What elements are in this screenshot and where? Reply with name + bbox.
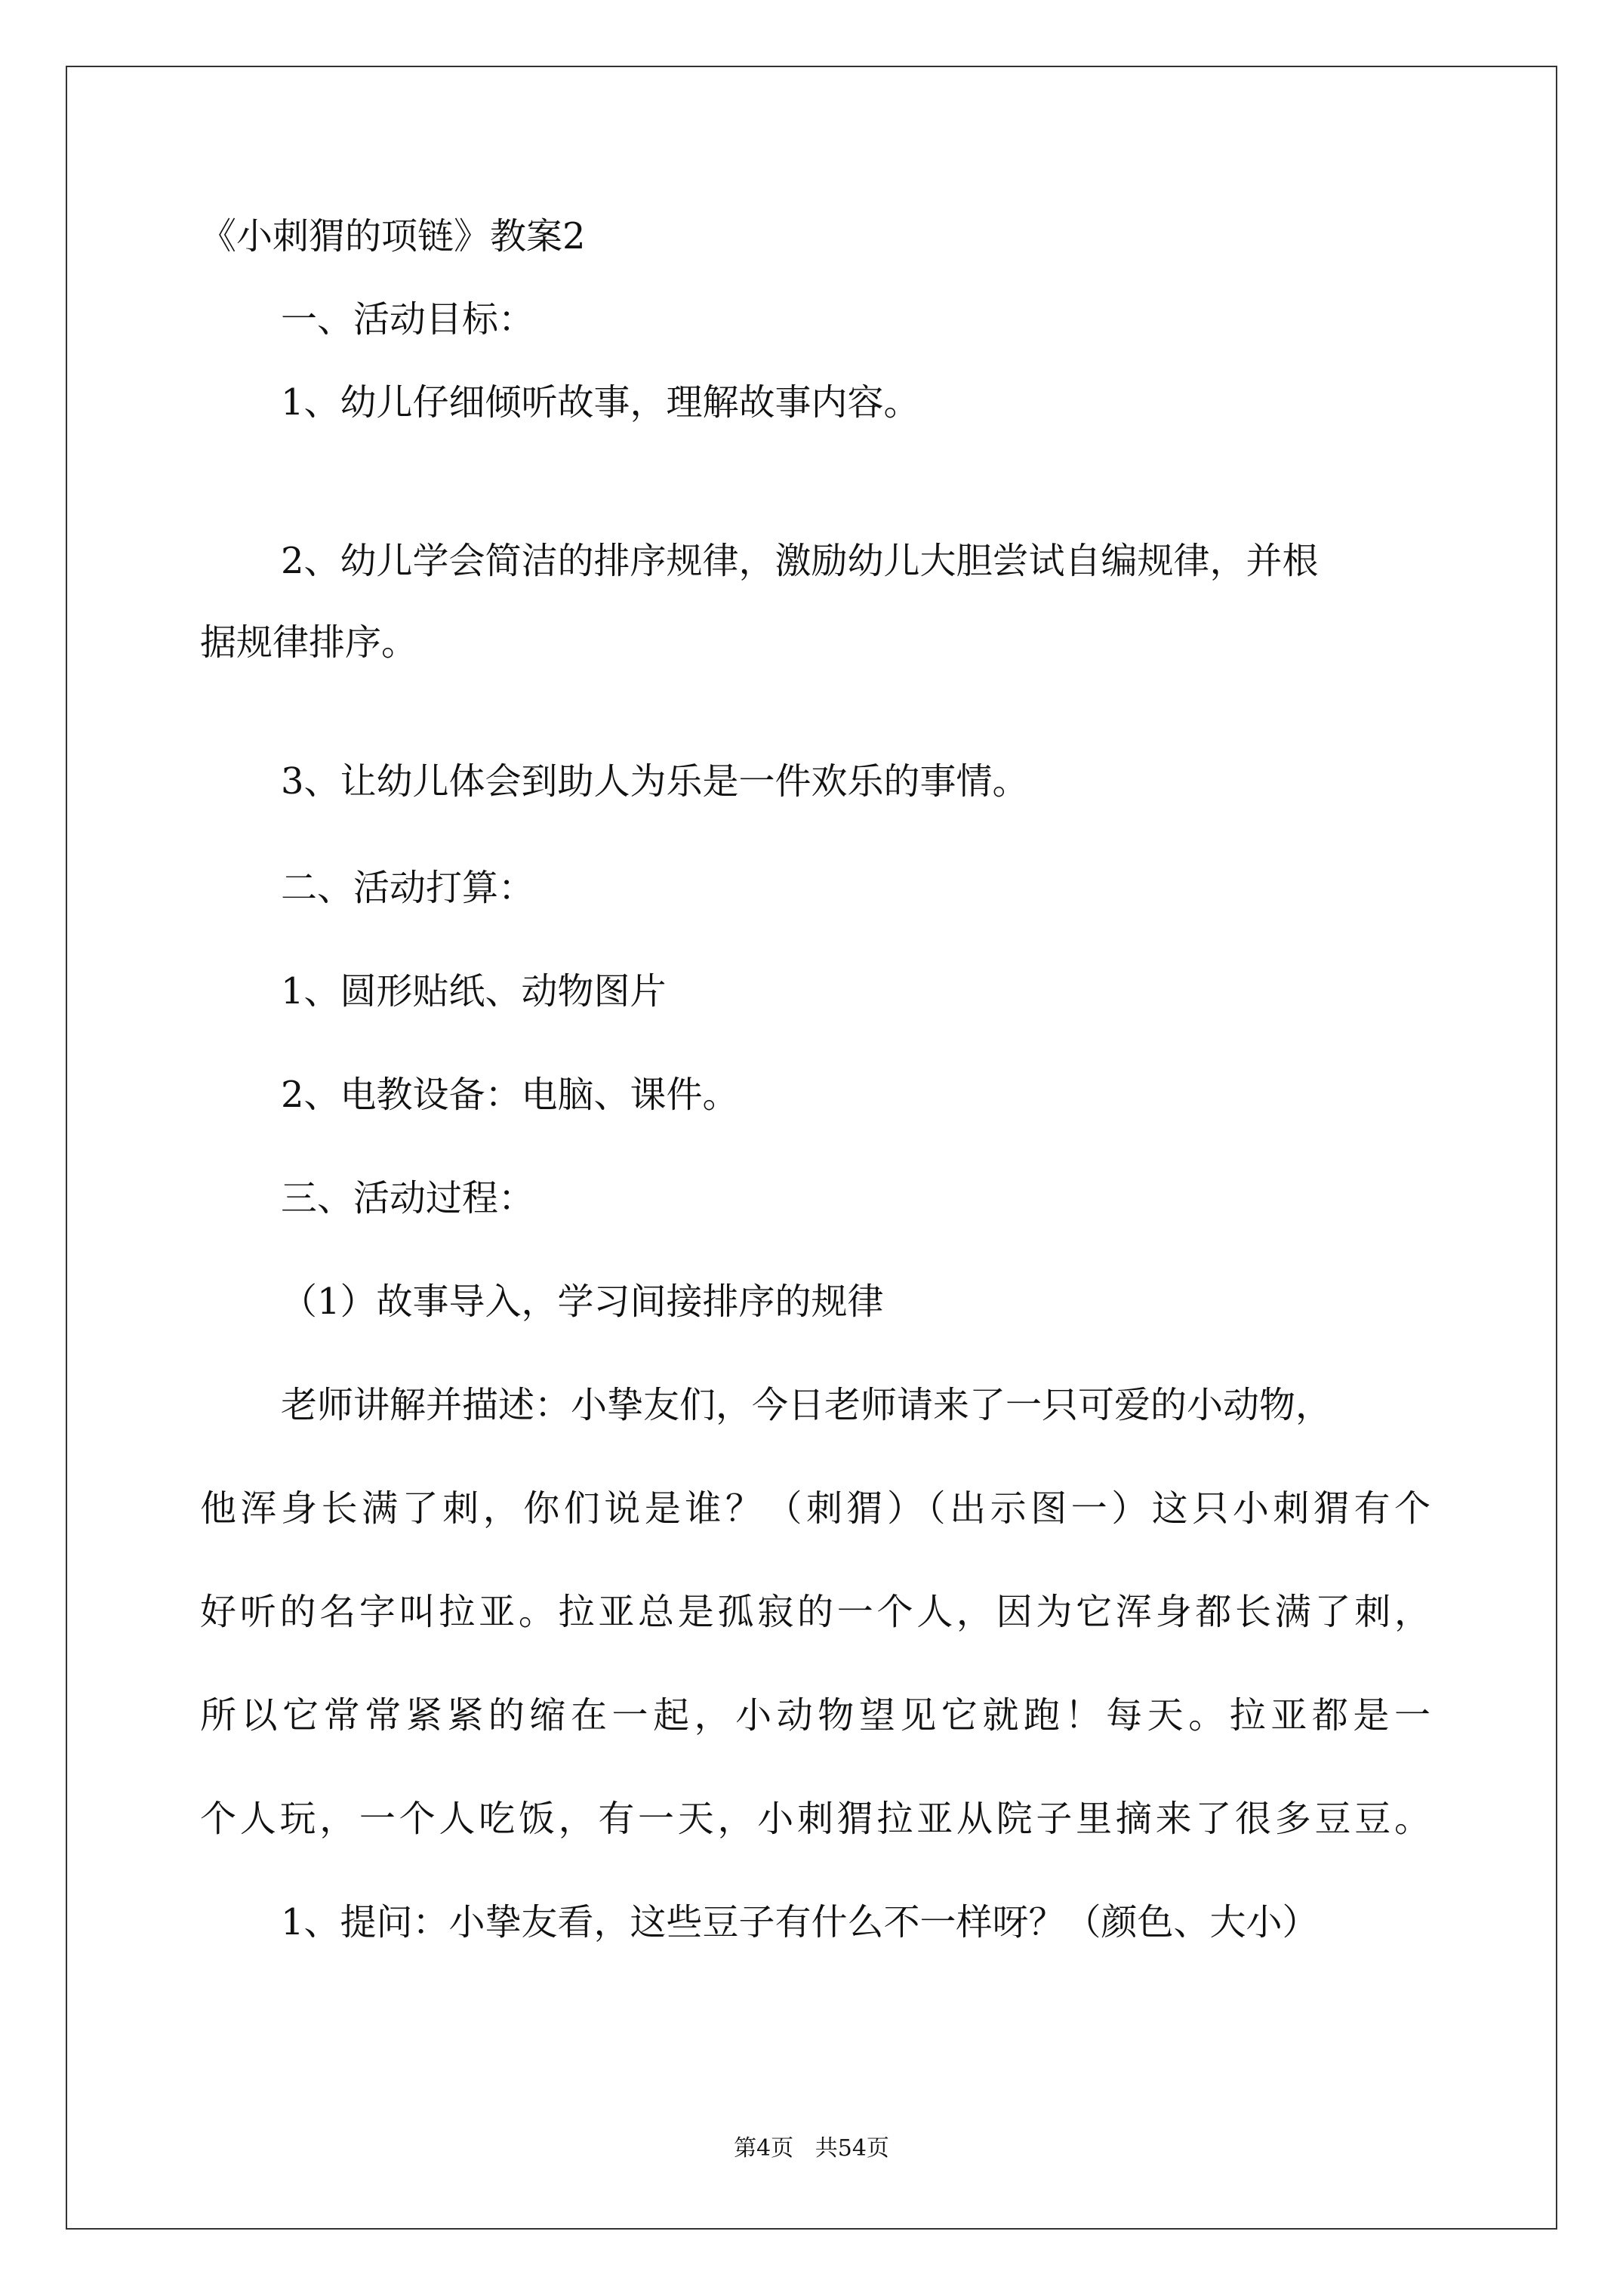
list-item: 2、电教设备：电脑、课件。 xyxy=(281,1074,739,1116)
subsection-heading: （1）故事导入，学习间接排序的规律 xyxy=(281,1281,884,1323)
section-heading: 三、活动过程： xyxy=(281,1177,535,1219)
list-item: 2、幼儿学会简洁的排序规律，激励幼儿大胆尝试自编规律，并根 xyxy=(281,540,1319,582)
paragraph-line: 个人玩，一个人吃饭，有一天，小刺猬拉亚从院子里摘来了很多豆豆。 xyxy=(200,1798,1431,1840)
paragraph-line: 所以它常常紧紧的缩在一起，小动物望见它就跑！每天。拉亚都是一 xyxy=(200,1694,1431,1737)
list-item-continuation: 据规律排序。 xyxy=(200,621,418,664)
list-item: 1、圆形贴纸、动物图片 xyxy=(281,970,667,1012)
paragraph-line: 好听的名字叫拉亚。拉亚总是孤寂的一个人，因为它浑身都长满了刺， xyxy=(200,1591,1431,1633)
page-number-footer: 第4页 共54页 xyxy=(734,2135,889,2162)
paragraph-line: 他浑身长满了刺，你们说是谁？（刺猬）（出示图一）这只小刺猬有个 xyxy=(200,1487,1431,1530)
list-item: 3、让幼儿体会到助人为乐是一件欢乐的事情。 xyxy=(281,760,1029,803)
document-title: 《小刺猬的项链》教案2 xyxy=(200,215,586,257)
section-heading: 一、活动目标： xyxy=(281,298,535,341)
section-heading: 二、活动打算： xyxy=(281,867,535,909)
list-item: 1、幼儿仔细倾听故事，理解故事内容。 xyxy=(281,381,920,424)
list-item: 1、提问：小挚友看，这些豆子有什么不一样呀？（颜色、大小） xyxy=(281,1901,1319,1943)
paragraph-line: 老师讲解并描述：小挚友们，今日老师请来了一只可爱的小动物， xyxy=(281,1384,1332,1426)
